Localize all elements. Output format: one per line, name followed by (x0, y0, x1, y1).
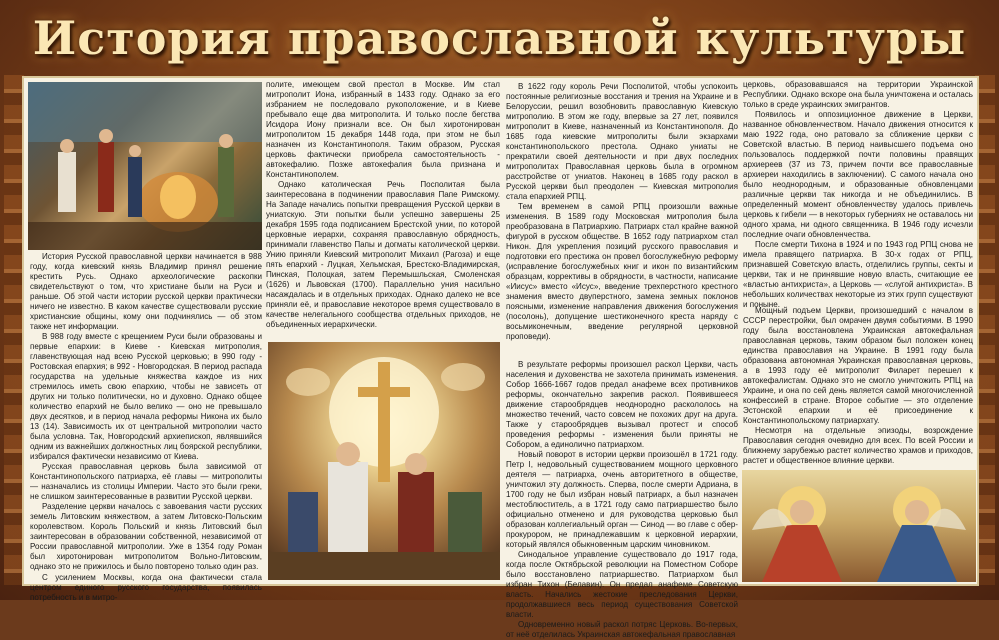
paragraph: В 1622 году король Речи Посполитой, чтобы успокоить постоянные религиозные восстания и трения на Украине и в Белоруссии, решил возобновить православную Киевскую митрополию. В этом же году, впервые за 27 лет, появился митрополит в Киеве, назначенный из Константинополя. До 1685 года киевские митрополиты были экзархами константинопольского престола. Однако униаты не прекратили своей деятельности и при двух последних митрополитах Православная церковь была в огромном расстройстве от униатов. Наконец в 1685 году раскол в Русской церкви был преодолен — Киевская митрополия стала епархией РПЦ. (506, 82, 738, 202)
paragraph: В результате реформы произошел раскол Церкви, часть населения и духовенства не захотела принимать изменения. Собор 1666-1667 годов предал анафеме всех противников реформы, окончательно закрепив раскол. Появившееся движение старообрядцев неоднородно раскололось на множество течений, часто совсем не похожих друг на друга. Также у старообрядцев вызывал протест и способ проведения реформы - изменения были приняты не Собором, а единолично патриархом. (506, 360, 738, 450)
paragraph: Тем временем в самой РПЦ произошли важные изменения. В 1589 году Московская митрополия была преобразована в Патриархию. Патриарх стал крайне важной фигурой в русском обществе. В 1652 году патриархом стал Никон. Для укрепления позиций русского православия и подготовки его престижа он провел богослужебную реформу (исправление богослужебных книг и икон по византийским образцам, коррективы в обрядности, в частности, написание «Иисус» вместо «Исус», введение трехперстного крестного знамения вместо двуперстного, замена земных поклонов поясными, изменение направления движения богослужения (посолонь), допущение шестиконечного креста наряду с восьмиконечным, введение регулярной церковной проповеди). (506, 202, 738, 342)
angels-icon-image (742, 470, 976, 582)
paragraph: Появилось и оппозиционное движение в Церкви, названное обновленчеством. Начало движения относится к маю 1922 года, оно ратовало за сближение церкви с Советской властью. В период наивысшего подъема оно пользовалось поддержкой почти половины правящих архиереев (37 из 73, причем почти все православные архиереи находились в заключении). С самого начала оно было неоднородным, и образованные обновленцами различные церкви так никогда и не объединились. В определенный момент обновленчеству удалось привлечь церковь к гибели — в некоторых губерниях не оставалось ни одного храма, ни одного священника. В 1946 году исчезли последние очаги обновленчества. (743, 110, 973, 240)
paragraph: Русская православная церковь была зависимой от Константинопольского патриарха, её главы — митрополиты — назначались из столицы Империи. Часто это были греки, не слишком заинтересованные в развитии Русской церкви. (30, 462, 262, 502)
paragraph: С усилением Москвы, когда она фактически стала центром единого русского государства, появилась потребность и в митро- (30, 572, 262, 602)
baptism-painting-image (28, 82, 262, 250)
paragraph: Разделение церкви началось с завоевания части русских земель Литовским княжеством, а затем Литовско-Польским королевством. Король Польский и князь Литовский был заинтересован в образовании собственной, независимой от России православной митрополии. Уже в 1354 году Роман был хиротонирован митрополитом Вольно-Литовским, однако это не прижилось и было повторено только один раз. (30, 502, 262, 572)
column-3-text-bottom (506, 360, 738, 640)
paragraph: История Русской православной церкви начинается в 988 году, когда киевский князь Владимир принял решение крестить Русь. Однако археологические раскопки свидетельствуют о том, что христиане были на Руси и раньше. Об этой части истории русской церкви практически ничего не известно. В каком качестве существовали русские христианские общины, кому они подчинялись — об этом также нет информации. (30, 252, 262, 332)
column-3-text-top (506, 82, 738, 342)
baptism-of-rus-image (268, 342, 500, 580)
paragraph: Синодальное управление существовало до 1917 года, когда после Октябрьской революции на Поместном Соборе было восстановлено патриаршество. Патриархом был избран Тихон (Белавин). Он предал анафеме Советскую власть. Начались жестокие преследования Церкви, продолжавшиеся весь период существования Советской власти. (506, 550, 738, 620)
column-4-text-top (743, 80, 973, 310)
poster-title: История православной культуры (32, 11, 967, 65)
paragraph: После смерти Тихона в 1924 и по 1943 год РПЦ снова не имела правящего патриарха. В 30-х годах от РПЦ, признавшей Советскую власть, отделились группы, секты и церкви, так и не принявшие новую власть, считающие ее «властью антихриста», а Церковь — «слугой антихриста». В небольших количествах некоторые из этих групп существуют и поныне. (743, 240, 973, 310)
paragraph: Однако католическая Речь Посполитая была заинтересована в подчинении православия Папе Римскому. На Западе начались попытки превращения Русской церкви в униатскую. Эти попытки были успешно завершены 25 декабря 1595 года подписанием Брестской унии, по которой церковные иерархи, сохраняя православную обрядность, принимали главенство Папы и догматы католической церкви. Унию приняли Киевский митрополит Михаил (Рагоза) и еще пять епархий - Луцкая, Хельмская, Брестско-Владимирская, Пинская, Полоцкая, затем Перемышльская, Смоленская (1626) и Львовская (1700). Параллельно уния насильно насаждалась и в отдельных приходах. Однако далеко не все приняли её, и православие некоторое время существовало в качестве нелегального сообщества отдельных приходов, не объединенных иерархически. (266, 180, 500, 330)
column-1-text (30, 252, 262, 603)
paragraph: церковь, образовавшаяся на территории Украинской Республики. Однако вскоре она была уничтожена и осталась только в среде украинских эмигрантов. (743, 80, 973, 110)
left-ornament-border (4, 75, 24, 585)
column-2-text (266, 80, 500, 330)
column-4-text-bottom (743, 306, 973, 466)
paragraph: Одновременно новый раскол потряс Церковь. Во-первых, от неё отделилась Украинская автокефальная православная (506, 620, 738, 640)
paragraph: Новый поворот в истории церкви произошёл в 1721 году. Петр I, недовольный существованием мощного церковного деятеля — патриарха, очень авторитетного в обществе, уничтожил эту должность. Сперва, после смерти Адриана, в 1700 году не был избран новый патриарх, а был назначен местоблюститель, а в 1721 году само патриаршество было официально отменено и для руководства церковью был образован коллегиальный орган — Синод — во главе с обер-прокурором, не принадлежавшим к церковной иерархии, который являлся обыкновенным царским чиновником. (506, 450, 738, 550)
paragraph: Мощный подъем Церкви, произошедший с началом в СССР перестройки, был омрачен двумя событиями. В 1990 году была восстановлена Украинская автокефальная православная церковь, таким образом был положен конец единства православия на Украине. В 1991 году была образована автономная Украинская православная церковь, а в 1993 году её митрополит Филарет перешел к автокефалистам. Однако это не смогло уничтожить РПЦ на Украине, и она по сей день является самой многочисленной конфессией в стране. Второе событие — это отделение Эстонской епархии и её присоединение к Константинопольскому патриархату. (743, 306, 973, 426)
paragraph: Несмотря на отдельные эпизоды, возрождение Православия сегодня очевидно для всех. По всей России и ближнему зарубежью растет количество храмов и приходов, растет и общественное влияние церкви. (743, 426, 973, 466)
paragraph: В 988 году вместе с крещением Руси были образованы и первые епархии: в Киеве - Киевская митрополия, главенствующая над всею Русской церковью; в 990 году - Ростовская епархия; в 992 - Новгородская. В период распада государства на удельные княжества каждое из них стремилось иметь свою епархию, чтобы не зависеть от других ни только политически, но и духовно. Однако общее количество епархий не было велико — оно не превышало двух десятков, и в период начала реформы Никона их было 13 (14). Зависимость их от центральной митрополии часто была условна. Так, Новгородский архиепископ, являвшийся одним из важнейших должностных лиц боярской республики, избирался фактически независимо от Киева. (30, 332, 262, 462)
paragraph: полите, имеющем свой престол в Москве. Им стал митрополит Иона, избранный в 1433 году. Однако за его избранием не последовало рукоположение, и в Киеве пребывало еще два митрополита. И только после бегства Исидора Иону признали все. Он был хиротонирован митрополитом 15 декабря 1448 года, при этом не был назначен из Константинополя. Таким образом, Русская церковь фактически приобрела самостоятельность - автокефалию. Позже автокефалия была признана и Константинополем. (266, 80, 500, 180)
